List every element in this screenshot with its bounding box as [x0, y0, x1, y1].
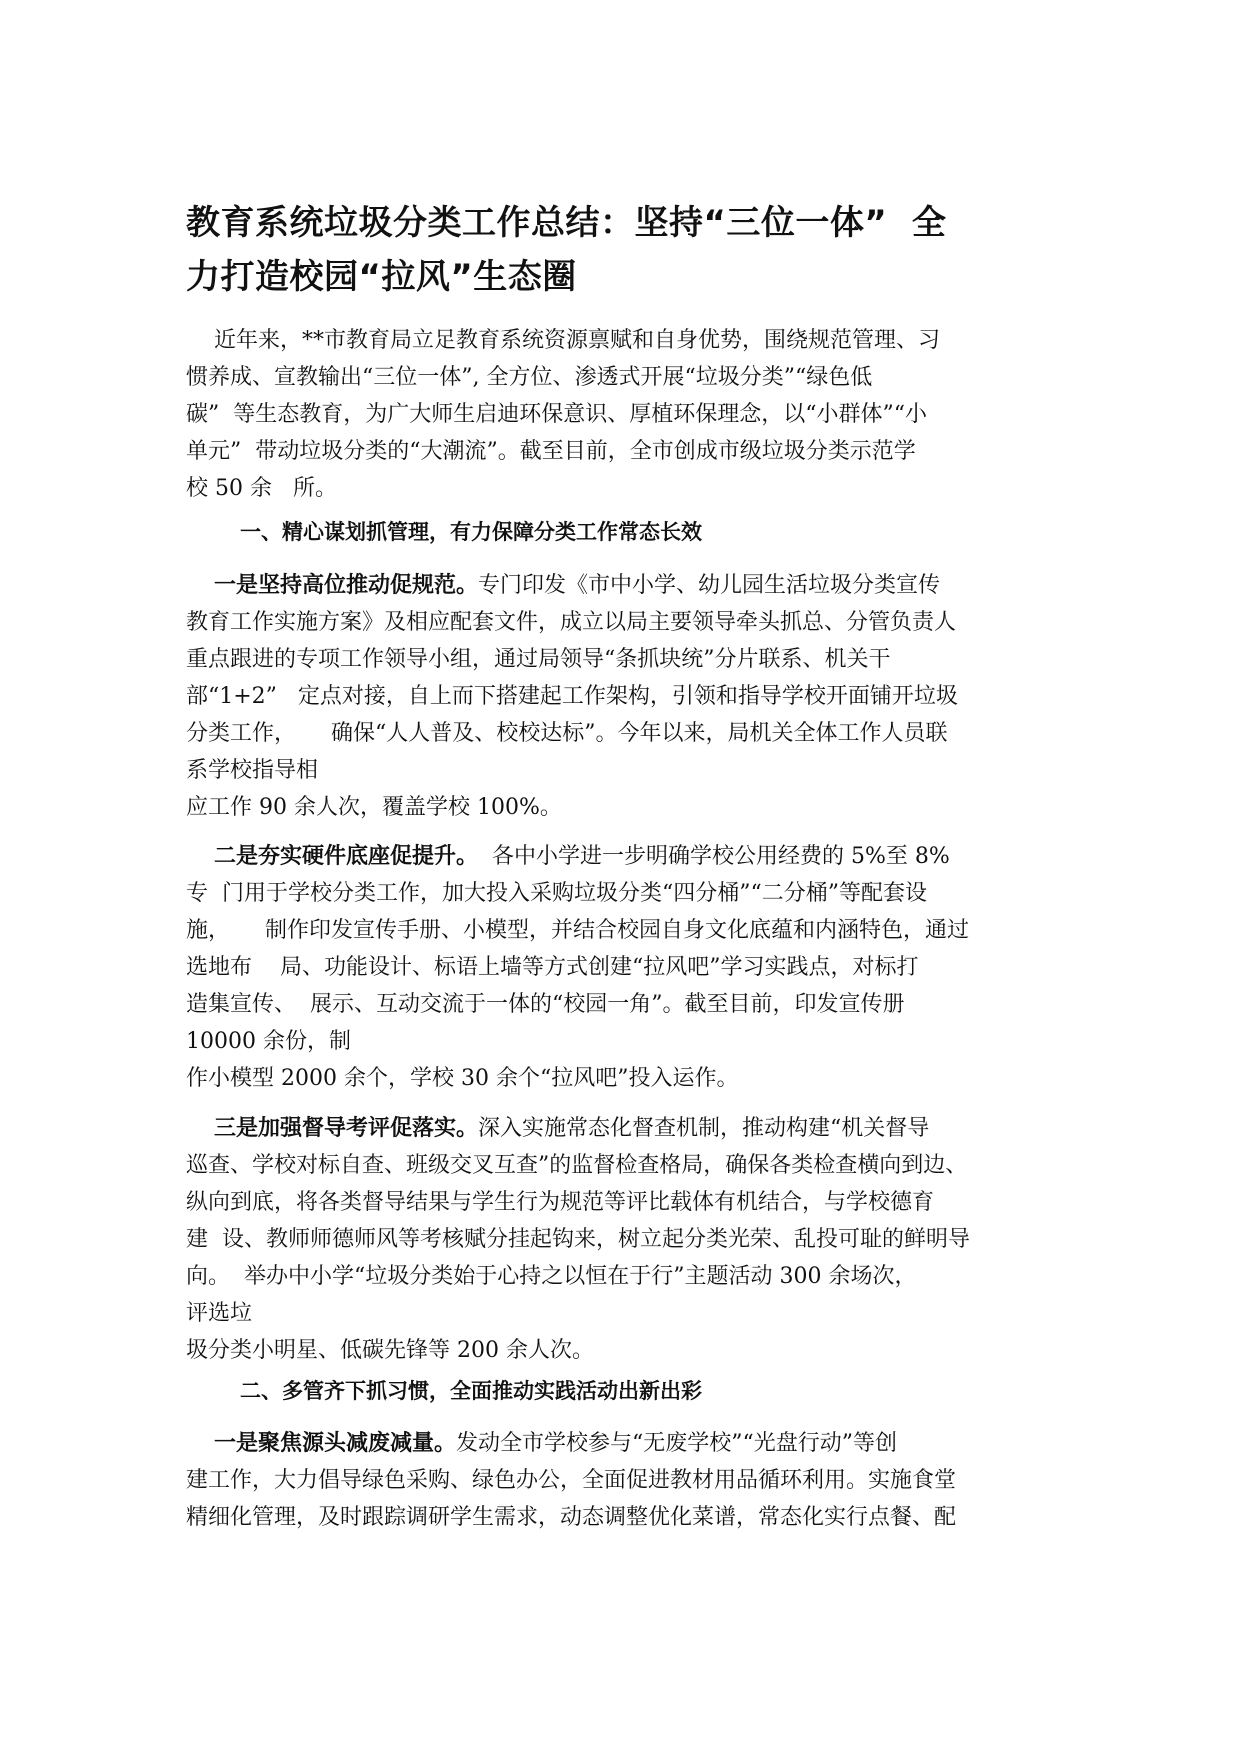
intro-line: 碳” 等生态教育，为广大师生启迪环保意识、厚植环保理念，以“小群体”“小 [186, 402, 927, 427]
section2-paragraph-1 [186, 1425, 1066, 1536]
paragraph-lead: 一是坚持高位推动促规范。 [213, 573, 478, 598]
paragraph-line: 选地布 局、功能设计、标语上墙等方式创建“拉风吧”学习实践点，对标打 [186, 955, 919, 980]
title-line: 教育系统垃圾分类工作总结：坚持“三位一体” 全 [186, 203, 947, 243]
section1-paragraph-3 [186, 1110, 1066, 1369]
paragraph-line: 专 门用于学校分类工作，加大投入采购垃圾分类“四分桶”“二分桶”等配套设 [186, 881, 927, 906]
paragraph-first-line [186, 1425, 1066, 1462]
intro-line: 单元” 带动垃圾分类的“大潮流”。截至目前，全市创成市级垃圾分类示范学 [186, 439, 916, 464]
paragraph-first-line [186, 567, 1066, 604]
paragraph-line: 施， 制作印发宣传手册、小模型，并结合校园自身文化底蕴和内涵特色，通过 [186, 918, 969, 943]
paragraph-lead: 三是加强督导考评促落实。 [213, 1116, 478, 1141]
paragraph-line: 教育工作实施方案》及相应配套文件，成立以局主要领导牵头抓总、分管负责人 [186, 610, 957, 635]
paragraph-line: 圾分类小明星、低碳先锋等 200 余人次。 [186, 1338, 594, 1363]
intro-line: 惯养成、宣教输出“三位一体”, 全方位、渗透式开展“垃圾分类”“绿色低 [186, 365, 873, 390]
paragraph-first-line [186, 1110, 1066, 1147]
paragraph-text: 专门印发《市中小学、幼儿园生活垃圾分类宣传 [478, 573, 941, 598]
paragraph-line: 造集宣传、 展示、互动交流于一体的“校园一角”。截至目前，印发宣传册 [186, 992, 905, 1017]
intro-line: 校 50 余 所。 [186, 476, 337, 501]
paragraph-line: 重点跟进的专项工作领导小组，通过局领导“条抓块统”分片联系、机关干 [186, 647, 891, 672]
title-line: 力打造校园“拉风”生态圈 [186, 257, 577, 297]
paragraph-lead: 一是聚焦源头减废减量。 [213, 1431, 456, 1456]
section1-paragraph-2 [186, 838, 1066, 1097]
section1-paragraph-1 [186, 567, 1066, 826]
paragraph-text: 各中小学进一步明确学校公用经费的 5%至 8% [478, 844, 950, 869]
section-heading: 一、精心谋划抓管理，有力保障分类工作常态长效 [240, 520, 702, 544]
paragraph-line: 应工作 90 余人次，覆盖学校 100%。 [186, 795, 562, 820]
paragraph-line: 建 设、教师师德师风等考核赋分挂起钩来，树立起分类光荣、乱投可耻的鲜明导 [186, 1227, 970, 1252]
intro-paragraph [186, 322, 1066, 507]
paragraph-first-line [186, 838, 1066, 875]
document-title [186, 196, 1066, 304]
paragraph-line: 建工作，大力倡导绿色采购、绿色办公，全面促进教材用品循环利用。实施食堂 [186, 1468, 957, 1493]
paragraph-line: 精细化管理，及时跟踪调研学生需求，动态调整优化菜谱，常态化实行点餐、配 [186, 1505, 957, 1530]
paragraph-text: 发动全市学校参与“无废学校”“光盘行动”等创 [456, 1431, 897, 1456]
paragraph-text: 深入实施常态化督查机制，推动构建“机关督导 [478, 1116, 930, 1141]
intro-line: 近年来，**市教育局立足教育系统资源禀赋和自身优势，围绕规范管理、习 [186, 328, 940, 353]
paragraph-line: 评选垃 [186, 1301, 253, 1326]
paragraph-line: 部“1+2” 定点对接，自上而下搭建起工作架构，引领和指导学校开面铺开垃圾 [186, 684, 958, 709]
paragraph-line: 作小模型 2000 余个，学校 30 余个“拉风吧”投入运作。 [186, 1066, 739, 1091]
paragraph-line: 分类工作， 确保“人人普及、校校达标”。今年以来，局机关全体工作人员联 [186, 721, 948, 746]
paragraph-line: 巡查、学校对标自查、班级交叉互查”的监督检查格局，确保各类检查横向到边、 [186, 1153, 968, 1178]
paragraph-line: 向。 举办中小学“垃圾分类始于心持之以恒在于行”主题活动 300 余场次， [186, 1264, 917, 1289]
section-heading: 二、多管齐下抓习惯，全面推动实践活动出新出彩 [240, 1379, 702, 1403]
paragraph-line: 系学校指导相 [186, 758, 319, 783]
paragraph-line: 10000 余份，制 [186, 1029, 351, 1054]
paragraph-line: 纵向到底，将各类督导结果与学生行为规范等评比载体有机结合，与学校德育 [186, 1190, 935, 1215]
paragraph-lead: 二是夯实硬件底座促提升。 [213, 844, 478, 869]
